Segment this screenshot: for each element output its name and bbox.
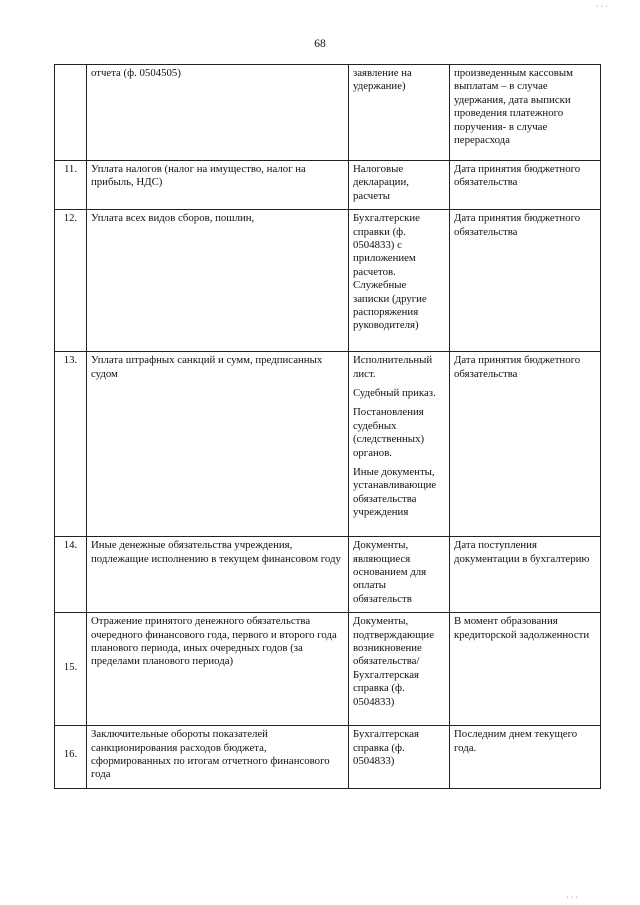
document-basis <box>349 65 450 161</box>
document-item: Бухгалтерская справка (ф. 0504833) <box>353 728 419 768</box>
accounting-table <box>54 64 601 789</box>
document-item: Бухгалтерские справки (ф. 0504833) с приложением расчетов. Служебные записки (другие распоряжения руководителя) <box>353 212 427 332</box>
acceptance-date: Последним днем текущего года. <box>450 726 601 789</box>
row-number <box>55 65 87 161</box>
operation-name: Заключительные обороты показателей санкционирования расходов бюджета, сформированных по итогам отчетного финансового года <box>87 726 349 789</box>
table-row <box>55 352 601 537</box>
acceptance-date: В момент образования кредиторской задолженности <box>450 613 601 726</box>
document-basis <box>349 352 450 537</box>
document-basis <box>349 537 450 613</box>
document-item: Постановления судебных (следственных) органов. <box>353 406 425 459</box>
scan-mark: · · · <box>566 893 578 902</box>
acceptance-date: Дата принятия бюджетного обязательства <box>450 161 601 210</box>
row-number: 15. <box>55 613 87 726</box>
table-row <box>55 537 601 613</box>
row-number: 11. <box>55 161 87 210</box>
table-row <box>55 65 601 161</box>
operation-name: Уплата всех видов сборов, пошлин, <box>87 210 349 352</box>
scan-mark: · · · <box>596 2 608 11</box>
operation-name: Отражение принятого денежного обязательства очередного финансового года, первого и второго года планового периода, иных очередных годов (за пределами планового периода) <box>87 613 349 726</box>
row-number: 13. <box>55 352 87 537</box>
document-item: Иные документы, устанавливающие обязательства учреждения <box>353 466 437 519</box>
page-number: 68 <box>314 38 326 50</box>
row-number: 14. <box>55 537 87 613</box>
acceptance-date: Дата принятия бюджетного обязательства <box>450 352 601 537</box>
document-basis <box>349 210 450 352</box>
table-row <box>55 613 601 726</box>
table-row <box>55 210 601 352</box>
operation-name: отчета (ф. 0504505) <box>87 65 349 161</box>
acceptance-date: Дата поступления документации в бухгалтерию <box>450 537 601 613</box>
table-row <box>55 161 601 210</box>
document-item: Налоговые декларации, расчеты <box>353 163 409 202</box>
document-item: заявление на удержание) <box>353 67 412 93</box>
operation-name: Иные денежные обязательства учреждения, подлежащие исполнению в текущем финансовом году <box>87 537 349 613</box>
document-item: Документы, подтверждающие возникновение обязательства/ Бухгалтерская справка (ф. 0504833) <box>353 615 434 708</box>
row-number: 12. <box>55 210 87 352</box>
acceptance-date: произведенным кассовым выплатам – в случае удержания, дата выписки проведения платежного поручения- в случае перерасхода <box>450 65 601 161</box>
document-item: Судебный приказ. <box>353 387 436 400</box>
table-row <box>55 726 601 789</box>
document-item: Документы, являющиеся основанием для оплаты обязательств <box>353 539 427 605</box>
document-item: Исполнительный лист. <box>353 354 433 380</box>
row-number: 16. <box>55 726 87 789</box>
operation-name: Уплата штрафных санкций и сумм, предписанных судом <box>87 352 349 537</box>
document-basis <box>349 161 450 210</box>
document-basis <box>349 613 450 726</box>
acceptance-date: Дата принятия бюджетного обязательства <box>450 210 601 352</box>
document-basis <box>349 726 450 789</box>
operation-name: Уплата налогов (налог на имущество, налог на прибыль, НДС) <box>87 161 349 210</box>
